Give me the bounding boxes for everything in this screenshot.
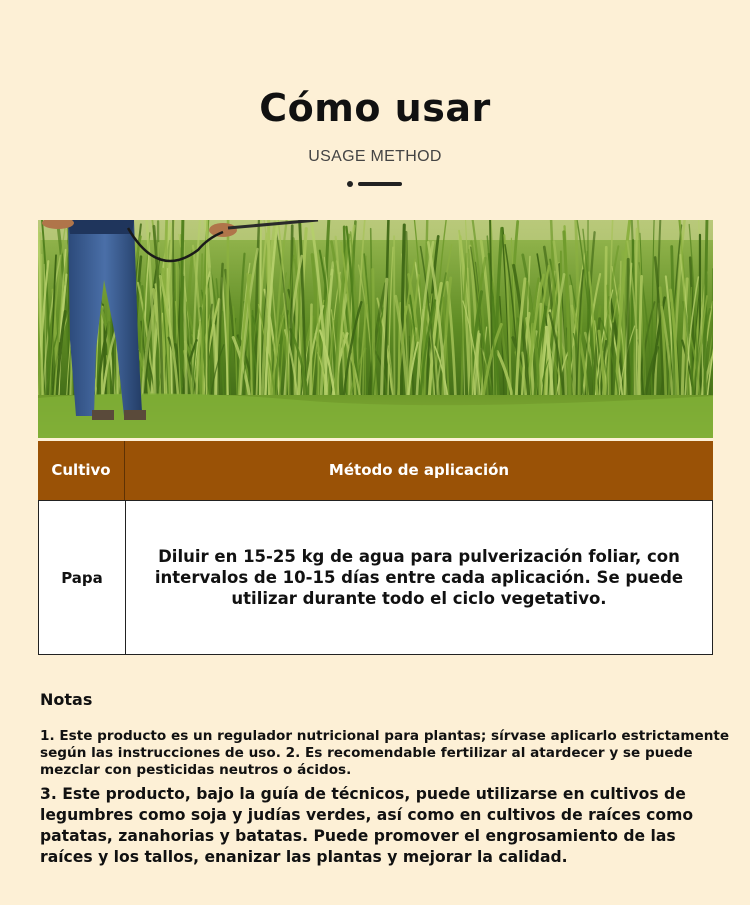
notes-heading: Notas	[40, 690, 93, 709]
farmer-spraying-rice-field-image	[38, 220, 713, 438]
title-divider	[347, 181, 403, 187]
table-row	[38, 500, 713, 655]
page-subtitle: USAGE METHOD	[308, 148, 442, 165]
cell-crop: Papa	[39, 501, 126, 654]
header-method: Método de aplicación	[328, 461, 510, 479]
table-header	[38, 441, 713, 500]
cell-method: Diluir en 15-25 kg de agua para pulverización foliar, con intervalos de 10-15 días entre cada aplicación. Se puede utilizar durante todo el ciclo vegetativo.	[154, 547, 684, 608]
notes-paragraph-1: 1. Este producto es un regulador nutricional para plantas; sírvase aplicarlo estrictamente según las instrucciones de uso. 2. Es recomendable fertilizar al atardecer y se puede mezclar con pesticidas neutros o ácidos.	[40, 728, 730, 778]
page-title: Cómo usar	[259, 86, 491, 130]
usage-table	[38, 441, 713, 655]
divider-dot	[347, 181, 353, 187]
divider-bar	[358, 182, 402, 186]
notes-paragraph-2: 3. Este producto, bajo la guía de técnicos, puede utilizarse en cultivos de legumbres como soja y judías verdes, así como en cultivos de raíces como patatas, zanahorias y batatas. Puede promover el engrosamiento de las raíces y los tallos, enanizar las plantas y mejorar la calidad.	[40, 785, 694, 866]
header-crop: Cultivo	[38, 441, 125, 500]
